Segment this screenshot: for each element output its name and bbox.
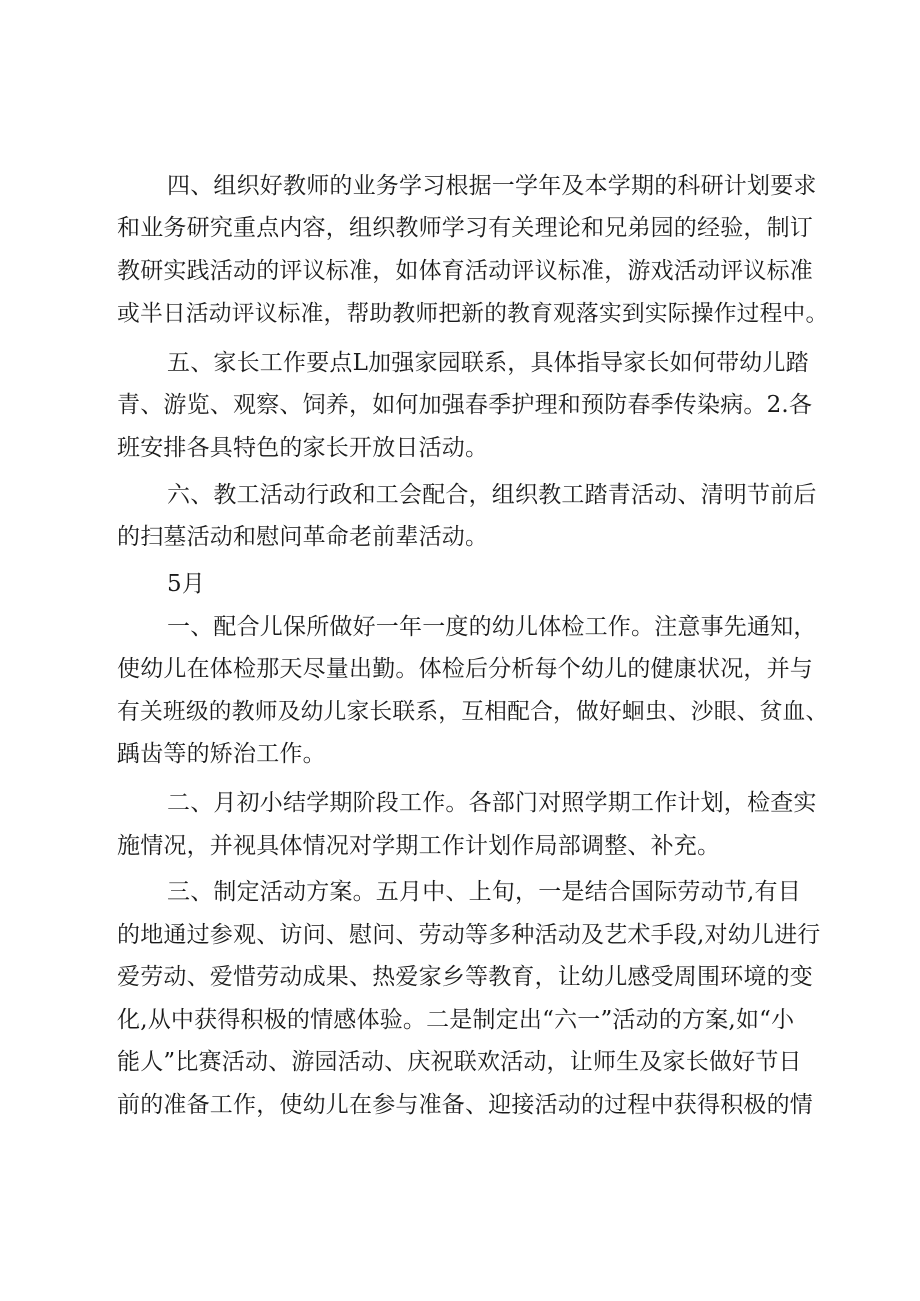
may-item-3-line-2: 的地通过参观、访问、慰问、劳动等多种活动及艺术手段,对幼儿进行 — [117, 922, 821, 948]
may-item-3-line-6: 前的准备工作，使幼儿在参与准备、迎接活动的过程中获得积极的情 — [117, 1092, 813, 1118]
paragraph-4-line-3: 教研实践活动的评议标准，如体育活动评议标准，游戏活动评议标准 — [117, 258, 813, 284]
paragraph-5-line-3: 班安排各具特色的家长开放日活动。 — [117, 435, 489, 461]
may-item-2-line-1: 二、月初小结学期阶段工作。各部门对照学期工作计划，检查实 — [167, 790, 817, 816]
may-item-2-line-2: 施情况，并视具体情况对学期工作计划作局部调整、补充。 — [117, 833, 721, 859]
month-heading: 5月 — [167, 571, 206, 597]
paragraph-4-line-1: 四、组织好教师的业务学习根据一学年及本学期的科研计划要求 — [167, 173, 817, 199]
paragraph-4-line-4: 或半日活动评议标准，帮助教师把新的教育观落实到实际操作过程中。 — [117, 301, 829, 327]
paragraph-6-line-1: 六、教工活动行政和工会配合，组织教工踏青活动、清明节前后 — [167, 482, 817, 508]
paragraph-4-line-2: 和业务研究重点内容，组织教师学习有关理论和兄弟园的经验，制订 — [117, 215, 813, 241]
may-item-1-line-4: 踽齿等的矫治工作。 — [117, 741, 326, 767]
may-item-1-line-3: 有关班级的教师及幼儿家长联系，互相配合，做好蛔虫、沙眼、贫血、 — [117, 699, 829, 725]
paragraph-5-line-1: 五、家长工作要点L加强家园联系，具体指导家长如何带幼儿踏 — [167, 350, 809, 376]
may-item-3-line-3: 爱劳动、爱惜劳动成果、热爱家乡等教育，让幼儿感受周围环境的变 — [117, 964, 813, 990]
may-item-1-line-1: 一、配合儿保所做好一年一度的幼儿体检工作。注意事先通知， — [167, 614, 817, 640]
may-item-3-line-4: 化,从中获得积极的情感体验。二是制定出“六一”活动的方案,如“小 — [117, 1007, 795, 1033]
paragraph-6-line-2: 的扫墓活动和慰问革命老前辈活动。 — [117, 524, 489, 550]
may-item-1-line-2: 使幼儿在体检那天尽量出勤。体检后分析每个幼儿的健康状况，并与 — [117, 656, 813, 682]
paragraph-5-line-2: 青、游览、观察、饲养，如何加强春季护理和预防春季传染病。2.各 — [117, 392, 813, 418]
may-item-3-line-1: 三、制定活动方案。五月中、上旬，一是结合国际劳动节,有目 — [167, 879, 801, 905]
may-item-3-line-5: 能人”比赛活动、游园活动、庆祝联欢活动，让师生及家长做好节日 — [117, 1049, 802, 1075]
